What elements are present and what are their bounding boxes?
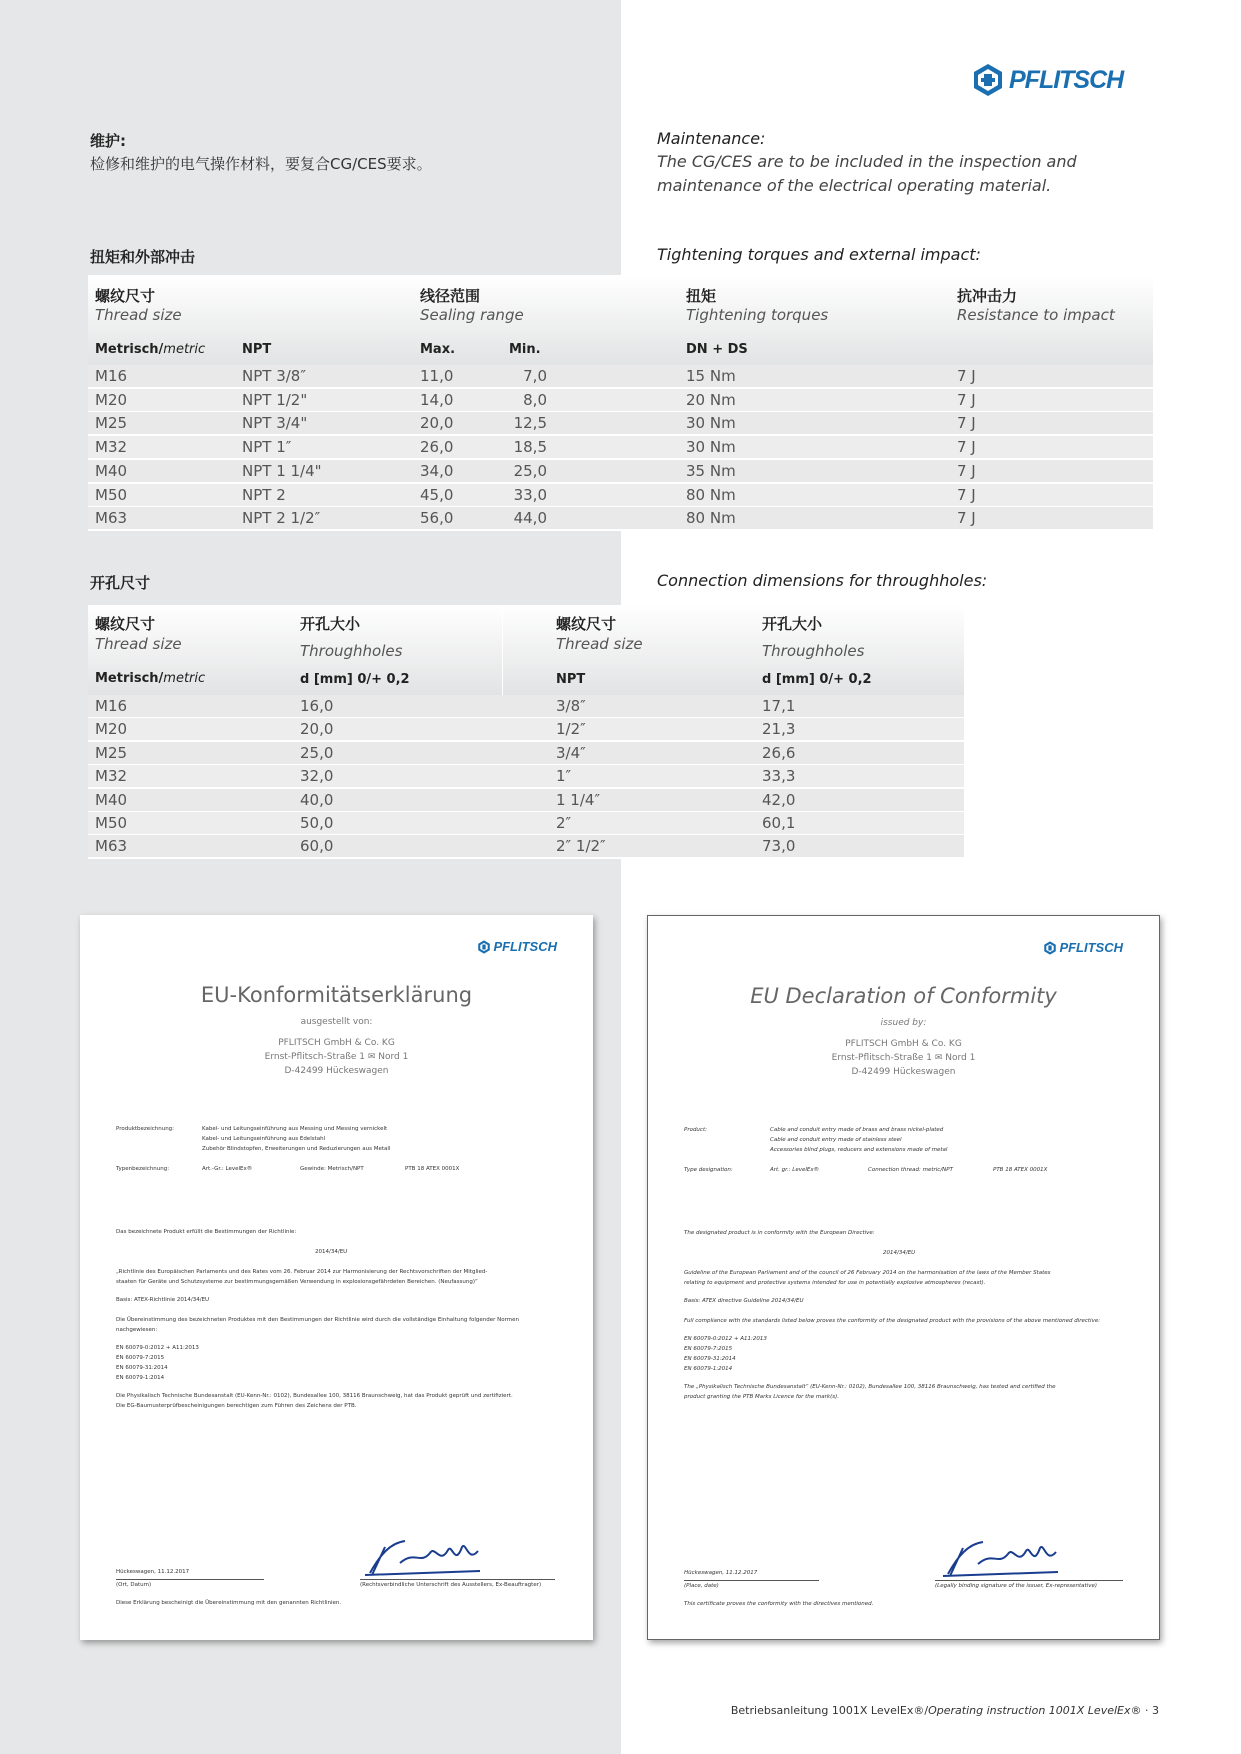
cell-diameter: 21,3 [762, 720, 796, 739]
holes-header-npt: NPT [556, 672, 586, 687]
declaration-de-n4: EN 60079-1:2014 [116, 1375, 165, 1381]
header-max: Max. [420, 342, 456, 357]
declaration-de-foot: Diese Erklärung bescheinigt die Übereinstimmung mit den genannten Richtlinien. [116, 1600, 342, 1606]
cell-metric: M63 [95, 509, 128, 528]
cell-diameter: 42,0 [762, 790, 796, 809]
cell-metric: M32 [95, 767, 128, 786]
declaration-de-brand: PFLITSCH [493, 939, 557, 954]
table-row [88, 789, 964, 813]
declaration-de-date: Hückeswagen, 11.12.2017 [116, 1569, 190, 1575]
header-dnds: DN + DS [686, 342, 748, 357]
declaration-en-n3: EN 60079-31:2014 [684, 1356, 736, 1362]
torque-cn-title: 扭矩和外部冲击 [90, 248, 196, 266]
cell-min: 8,0 [523, 390, 547, 409]
declaration-en-prod-3: Accessories blind plugs, reducers and extensions made of metal [770, 1147, 948, 1153]
torque-table [88, 275, 1153, 527]
holes-header-thread-en: Thread size [95, 635, 182, 653]
declaration-en-prod-1: Cable and conduit entry made of brass and brass nickel-plated [770, 1127, 944, 1133]
cell-metric: M50 [95, 485, 128, 504]
cell-npt: 1 1/4″ [556, 790, 601, 809]
torque-table-header [88, 275, 1153, 365]
declaration-de-place-label: (Ort, Datum) [116, 1582, 152, 1588]
holes-table [88, 605, 964, 857]
holes-table-header [88, 605, 964, 695]
cell-min: 25,0 [513, 461, 547, 480]
declaration-de-p3: staaten für Geräte und Schutzsysteme zur bestimmungsgemäßen Verwendung in explosionsgefährdeten Bereichen. (Neufassung)“ [116, 1279, 478, 1285]
header-range-en: Sealing range [420, 306, 524, 324]
table-row [88, 695, 964, 719]
table-row [88, 835, 964, 859]
cell-diameter: 16,0 [300, 697, 334, 715]
declaration-en-n4: EN 60079-1:2014 [684, 1366, 733, 1372]
maintenance-cn-text: 检修和维护的电气操作材料，要复合CG/CES要求。 [90, 155, 432, 173]
cell-npt: NPT 2 1/2″ [242, 509, 321, 528]
table-row [88, 507, 1153, 531]
cell-torque: 35 Nm [686, 461, 736, 480]
cell-npt: 3/4″ [556, 743, 586, 762]
cell-diameter: 32,0 [300, 767, 334, 786]
declaration-en-type-val: Art. gr.: LevelEx® [770, 1167, 820, 1173]
header-torque-en: Tightening torques [686, 306, 829, 324]
brand-name: PFLITSCH [1009, 65, 1124, 94]
declaration-en-p2: Guideline of the European Parliament and of the council of 26 February 2014 on the harmonisation of the laws of the Member States [684, 1270, 1051, 1276]
declaration-de-p8: Die EG-Baumusterprüfbescheinigungen berechtigen zum Führen des Zeichens der PTB. [116, 1403, 357, 1409]
declaration-de-sign-label: (Rechtsverbindliche Unterschrift des Ausstellers, Ex-Beauftragter) [360, 1582, 542, 1588]
header-impact-cn: 抗冲击力 [957, 287, 1018, 305]
declaration-en-p5: Full compliance with the standards listed below proves the conformity of the designated product with the provisions of the above mentioned directive: [684, 1318, 1101, 1324]
header-thread-cn: 螺纹尺寸 [95, 287, 156, 305]
declaration-en-city: D-42499 Hückeswagen [851, 1067, 956, 1077]
declaration-de-prod-2: Kabel- und Leitungseinführung aus Edelstahl [202, 1136, 326, 1142]
cell-impact: 7 J [957, 461, 976, 480]
cell-diameter: 73,0 [762, 837, 796, 856]
cell-impact: 7 J [957, 438, 976, 457]
declaration-en [647, 915, 1160, 1640]
cell-diameter: 33,3 [762, 767, 796, 786]
declaration-de-directive: 2014/34/EU [315, 1249, 348, 1255]
cell-npt: 3/8″ [556, 697, 586, 715]
declaration-en-sign-label: (Legally binding signature of the issuer, Ex-representative) [935, 1583, 1097, 1589]
cell-metric: M50 [95, 814, 128, 832]
declaration-de-issued: ausgestellt von: [300, 1017, 373, 1027]
declaration-en-company: PFLITSCH GmbH & Co. KG [845, 1039, 962, 1049]
declaration-en-street: Ernst-Pflitsch-Straße 1 ✉ Nord 1 [831, 1053, 976, 1063]
declaration-en-prod-2: Cable and conduit entry made of stainless steel [770, 1137, 902, 1143]
cell-npt: 2″ [556, 814, 572, 832]
declaration-en-n1: EN 60079-0:2012 + A11:2013 [684, 1336, 767, 1342]
cell-diameter: 40,0 [300, 790, 334, 809]
cell-torque: 80 Nm [686, 509, 736, 528]
holes-header-thread-en-2: Thread size [556, 635, 643, 653]
cell-min: 33,0 [513, 485, 547, 504]
maintenance-en-title: Maintenance: [657, 129, 766, 148]
declaration-de-n2: EN 60079-7:2015 [116, 1355, 165, 1361]
cell-torque: 80 Nm [686, 485, 736, 504]
declaration-en-p1: The designated product is in conformity with the European Directive: [684, 1230, 875, 1236]
declaration-en-p3: relating to equipment and protective systems intended for use in potentially explosive atmospheres (recast). [684, 1280, 986, 1286]
declaration-en-date: Hückeswagen, 11.12.2017 [684, 1570, 758, 1576]
header-npt: NPT [242, 342, 272, 357]
cell-torque: 20 Nm [686, 390, 736, 409]
cell-max: 45,0 [420, 485, 454, 504]
declaration-en-issued: issued by: [880, 1018, 927, 1028]
cell-max: 56,0 [420, 509, 454, 528]
declaration-en-n2: EN 60079-7:2015 [684, 1346, 733, 1352]
cell-torque: 15 Nm [686, 367, 736, 385]
signature-en [938, 1536, 1068, 1581]
declaration-de-street: Ernst-Pflitsch-Straße 1 ✉ Nord 1 [264, 1052, 409, 1062]
header-thread-en: Thread size [95, 306, 182, 324]
cell-diameter: 25,0 [300, 743, 334, 762]
declaration-de-thread: Gewinde: Metrisch/NPT [300, 1166, 364, 1172]
maintenance-cn-title: 维护: [90, 132, 126, 150]
declaration-de-p4: Basis: ATEX-Richtlinie 2014/34/EU [116, 1297, 210, 1303]
declaration-en-p7: The „Physikalisch Technische Bundesanstalt“ (EU-Kenn-Nr.: 0102), Bundesallee 100, 38116 Braunschweig, has tested and certified the [684, 1384, 1056, 1390]
pflitsch-logo-icon [1043, 941, 1057, 955]
cell-npt: 1″ [556, 767, 572, 786]
declaration-de-p5: Die Übereinstimmung des bezeichneten Produktes mit den Bestimmungen der Richtlinie wird durch die vollständige Einhaltung folgender Normen [116, 1317, 520, 1323]
cell-torque: 30 Nm [686, 438, 736, 457]
declaration-de-cert: PTB 18 ATEX 0001X [405, 1166, 460, 1172]
cell-npt: NPT 3/8″ [242, 367, 306, 385]
page-footer: Betriebsanleitung 1001X LevelEx®/Operating instruction 1001X LevelEx® · 3 [730, 1704, 1159, 1717]
header-impact-en: Resistance to impact [957, 306, 1115, 324]
declaration-de-p1: Das bezeichnete Produkt erfüllt die Bestimmungen der Richtlinie: [116, 1229, 297, 1235]
header-range-cn: 线径范围 [420, 287, 481, 305]
cell-metric: M63 [95, 837, 128, 856]
cell-max: 34,0 [420, 461, 454, 480]
table-row [88, 412, 1153, 436]
cell-npt: 1/2″ [556, 720, 586, 739]
cell-impact: 7 J [957, 414, 976, 433]
cell-diameter: 60,1 [762, 814, 796, 832]
declaration-de-company: PFLITSCH GmbH & Co. KG [278, 1038, 395, 1048]
declaration-de-prod-3: Zubehör Blindstopfen, Erweiterungen und Reduzierungen aus Metall [202, 1146, 391, 1152]
cell-impact: 7 J [957, 485, 976, 504]
table-row [88, 436, 1153, 460]
cell-metric: M20 [95, 720, 128, 739]
cell-min: 7,0 [523, 367, 547, 385]
declaration-de-type-label: Typenbezeichnung: [116, 1166, 170, 1172]
torque-en-title: Tightening torques and external impact: [657, 245, 981, 264]
declaration-de-n3: EN 60079-31:2014 [116, 1365, 168, 1371]
signature-de [360, 1535, 490, 1580]
holes-header-metric: Metrisch/metric [95, 671, 206, 686]
declaration-de-prod-1: Kabel- und Leitungseinführung aus Messing und Messing vernickelt [202, 1126, 388, 1132]
cell-max: 11,0 [420, 367, 454, 385]
header-metric: Metrisch/metric [95, 342, 206, 357]
cell-diameter: 20,0 [300, 720, 334, 739]
declaration-de-p6: nachgewiesen: [116, 1327, 158, 1333]
cell-metric: M25 [95, 414, 128, 433]
cell-npt: NPT 3/4" [242, 414, 308, 433]
cell-metric: M16 [95, 367, 128, 385]
cell-npt: NPT 1 1/4" [242, 461, 322, 480]
cell-metric: M40 [95, 790, 128, 809]
declaration-de-prod-label: Produktbezeichnung: [116, 1126, 175, 1132]
pflitsch-logo-icon [477, 940, 491, 954]
maintenance-en-text: The CG/CES are to be included in the inspection and maintenance of the electrical operating material. [657, 152, 1077, 195]
cell-impact: 7 J [957, 367, 976, 385]
cell-diameter: 17,1 [762, 697, 796, 715]
cell-max: 20,0 [420, 414, 454, 433]
declaration-en-foot: This certificate proves the conformity with the directives mentioned. [684, 1601, 874, 1607]
declaration-de-n1: EN 60079-0:2012 + A11:2013 [116, 1345, 199, 1351]
cell-npt: 2″ 1/2″ [556, 837, 606, 856]
holes-header-dmm-1: d [mm] 0/+ 0,2 [300, 672, 410, 687]
cell-max: 26,0 [420, 438, 454, 457]
cell-metric: M32 [95, 438, 128, 457]
cell-diameter: 60,0 [300, 837, 334, 856]
cell-npt: NPT 2 [242, 485, 286, 504]
holes-header-hole-cn-2: 开孔大小 [762, 615, 823, 633]
cell-impact: 7 J [957, 509, 976, 528]
cell-impact: 7 J [957, 390, 976, 409]
holes-header-dmm-2: d [mm] 0/+ 0,2 [762, 672, 872, 687]
declaration-en-directive: 2014/34/EU [883, 1250, 916, 1256]
table-row [88, 718, 964, 742]
table-row [88, 389, 1153, 413]
header-min: Min. [509, 342, 541, 357]
declaration-en-title: EU Declaration of Conformity [750, 984, 1057, 1008]
declaration-en-p8: product granting the PTB Marks Licence for the mark(s). [684, 1394, 839, 1400]
declaration-en-place-label: (Place, date) [684, 1583, 719, 1589]
declaration-de [80, 915, 593, 1640]
holes-header-thread-cn: 螺纹尺寸 [95, 615, 156, 633]
holes-cn-title: 开孔尺寸 [90, 574, 151, 592]
table-row [88, 742, 964, 766]
holes-header-hole-cn: 开孔大小 [300, 615, 361, 633]
holes-en-title: Connection dimensions for throughholes: [657, 571, 988, 590]
declaration-en-cert: PTB 18 ATEX 0001X [993, 1167, 1048, 1173]
cell-min: 12,5 [513, 414, 547, 433]
declaration-en-prod-label: Product: [684, 1127, 707, 1133]
holes-header-thread-cn-2: 螺纹尺寸 [556, 615, 617, 633]
cell-max: 14,0 [420, 390, 454, 409]
declaration-en-thread: Connection thread: metric/NPT [868, 1167, 953, 1173]
declaration-de-type-val: Art.-Gr.: LevelEx® [202, 1166, 253, 1172]
declaration-de-city: D-42499 Hückeswagen [284, 1066, 389, 1076]
cell-npt: NPT 1/2" [242, 390, 308, 409]
declaration-de-p2: „Richtlinie des Europäischen Parlaments und des Rates vom 26. Februar 2014 zur Harmonisierung der Rechtsvorschriften der Mitglied- [116, 1269, 488, 1275]
declaration-de-p7: Die Physikalisch Technische Bundesanstalt (EU-Kenn-Nr.: 0102), Bundesallee 100, 38116 Braunschweig, hat das Produkt geprüft und zertifiziert. [116, 1393, 513, 1399]
declaration-en-brand: PFLITSCH [1059, 940, 1123, 955]
pflitsch-logo-icon [971, 63, 1005, 97]
declaration-en-type-label: Type designation: [684, 1167, 733, 1173]
cell-metric: M40 [95, 461, 128, 480]
table-row [88, 812, 964, 836]
declaration-en-p4: Basis: ATEX directive Guideline 2014/34/EU [684, 1298, 804, 1304]
cell-min: 44,0 [513, 509, 547, 528]
table-row [88, 365, 1153, 389]
header-torque-cn: 扭矩 [686, 287, 717, 305]
cell-min: 18,5 [513, 438, 547, 457]
pflitsch-logo [971, 63, 1123, 97]
declaration-de-title: EU-Konformitätserklärung [200, 983, 473, 1007]
table-row [88, 765, 964, 789]
cell-npt: NPT 1″ [242, 438, 292, 457]
holes-header-hole-en-2: Throughholes [762, 642, 865, 660]
declaration-en-logo [1043, 940, 1123, 955]
table-row [88, 460, 1153, 484]
cell-diameter: 26,6 [762, 743, 796, 762]
cell-metric: M20 [95, 390, 128, 409]
table-row [88, 484, 1153, 508]
declaration-de-logo [477, 939, 557, 954]
cell-metric: M25 [95, 743, 128, 762]
cell-metric: M16 [95, 697, 128, 715]
cell-torque: 30 Nm [686, 414, 736, 433]
cell-diameter: 50,0 [300, 814, 334, 832]
holes-header-hole-en: Throughholes [300, 642, 403, 660]
